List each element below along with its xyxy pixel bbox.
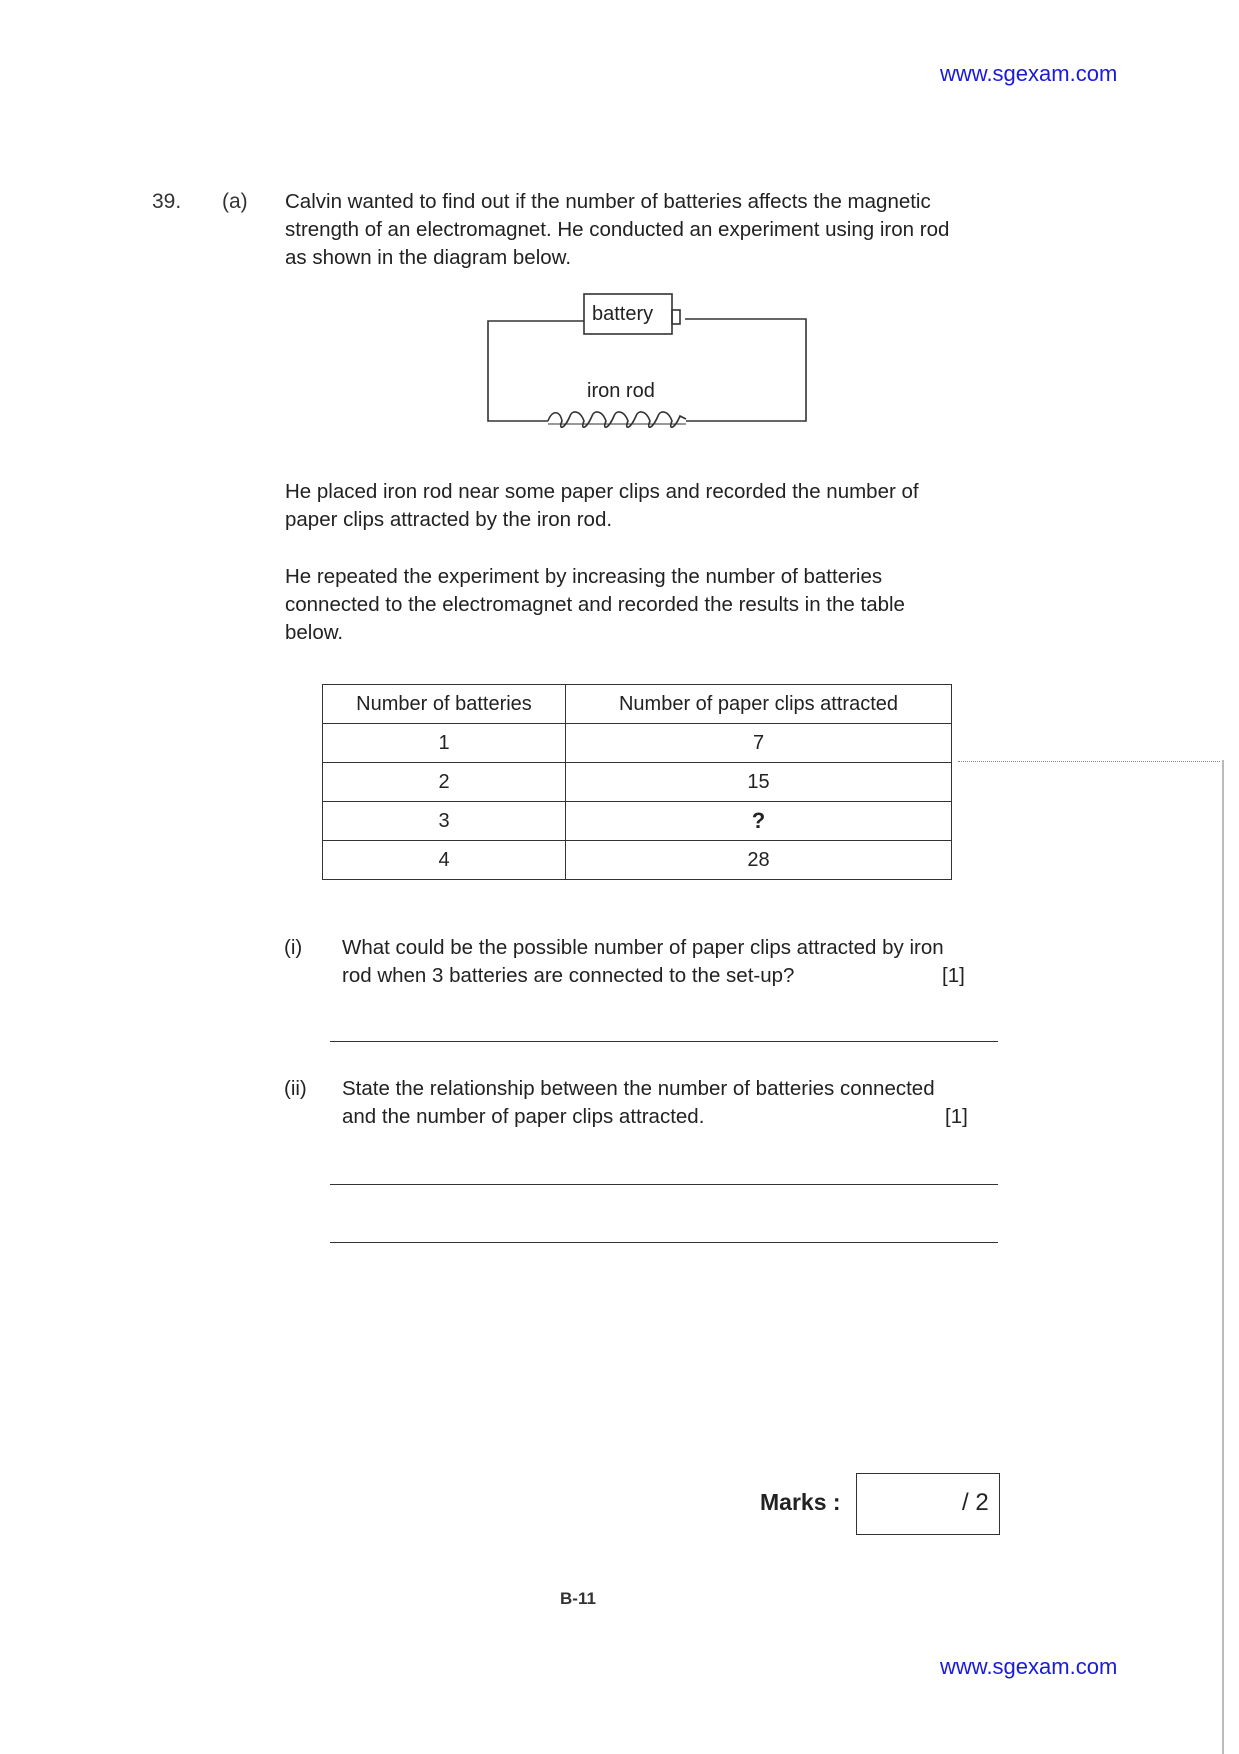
- table-cell: 1: [323, 724, 566, 763]
- table-row: [323, 724, 952, 763]
- sub-question-i-label: (i): [284, 936, 303, 959]
- iron-rod-coil: [548, 412, 686, 427]
- question-paragraph-3: [285, 563, 1005, 647]
- para3-line: below.: [285, 621, 344, 644]
- results-table: [322, 684, 952, 880]
- marks-total: / 2: [962, 1489, 989, 1516]
- table-cell: 4: [323, 841, 566, 880]
- table-header-cell: Number of batteries: [323, 685, 566, 724]
- circuit-wire-left: [488, 321, 584, 421]
- table-cell: 7: [566, 724, 952, 763]
- sub-question-i-marks: [1]: [942, 964, 965, 987]
- table-cell: 3: [323, 802, 566, 841]
- intro-line: strength of an electromagnet. He conducted an experiment using iron rod: [285, 218, 950, 241]
- question-number: 39.: [152, 190, 182, 213]
- table-cell: 2: [323, 763, 566, 802]
- answer-line-i[interactable]: [330, 1041, 998, 1042]
- question-intro: [285, 188, 1005, 272]
- scan-dotted-line: [958, 761, 1220, 762]
- answer-line-ii-1[interactable]: [330, 1184, 998, 1185]
- battery-label: battery: [592, 303, 654, 325]
- question-part-label: (a): [222, 190, 248, 213]
- iron-rod-label: iron rod: [587, 380, 655, 402]
- table-row: [323, 802, 952, 841]
- sub-question-i-text: [342, 934, 982, 990]
- sub-ii-line: and the number of paper clips attracted.: [342, 1105, 705, 1128]
- table-cell: 28: [566, 841, 952, 880]
- intro-line: Calvin wanted to find out if the number of batteries affects the magnetic: [285, 190, 931, 213]
- page-code: B-11: [560, 1589, 596, 1608]
- sub-ii-line: State the relationship between the number of batteries connected: [342, 1077, 935, 1100]
- table-cell-unknown: ?: [566, 802, 952, 841]
- table-cell: 15: [566, 763, 952, 802]
- marks-label: Marks :: [760, 1489, 841, 1515]
- page-edge-line: [1222, 760, 1224, 1754]
- sub-question-ii-marks: [1]: [945, 1105, 968, 1128]
- battery-terminal: [672, 310, 680, 324]
- table-row: [323, 841, 952, 880]
- sub-question-ii-text: [342, 1075, 982, 1131]
- sub-question-ii-label: (ii): [284, 1077, 307, 1100]
- question-paragraph-2: [285, 478, 1005, 534]
- table-header-cell: Number of paper clips attracted: [566, 685, 952, 724]
- para2-line: paper clips attracted by the iron rod.: [285, 508, 613, 531]
- para3-line: He repeated the experiment by increasing the number of batteries: [285, 565, 883, 588]
- sub-i-line: What could be the possible number of paper clips attracted by iron: [342, 936, 944, 959]
- table-header-row: [323, 685, 952, 724]
- table-row: [323, 763, 952, 802]
- answer-line-ii-2[interactable]: [330, 1242, 998, 1243]
- para2-line: He placed iron rod near some paper clips and recorded the number of: [285, 480, 919, 503]
- circuit-wire-right: [685, 319, 806, 421]
- footer-site-link[interactable]: www.sgexam.com: [940, 1654, 1118, 1679]
- para3-line: connected to the electromagnet and recorded the results in the table: [285, 593, 905, 616]
- header-site-link[interactable]: www.sgexam.com: [940, 61, 1118, 86]
- intro-line: as shown in the diagram below.: [285, 246, 572, 269]
- sub-i-line: rod when 3 batteries are connected to the set-up?: [342, 964, 795, 987]
